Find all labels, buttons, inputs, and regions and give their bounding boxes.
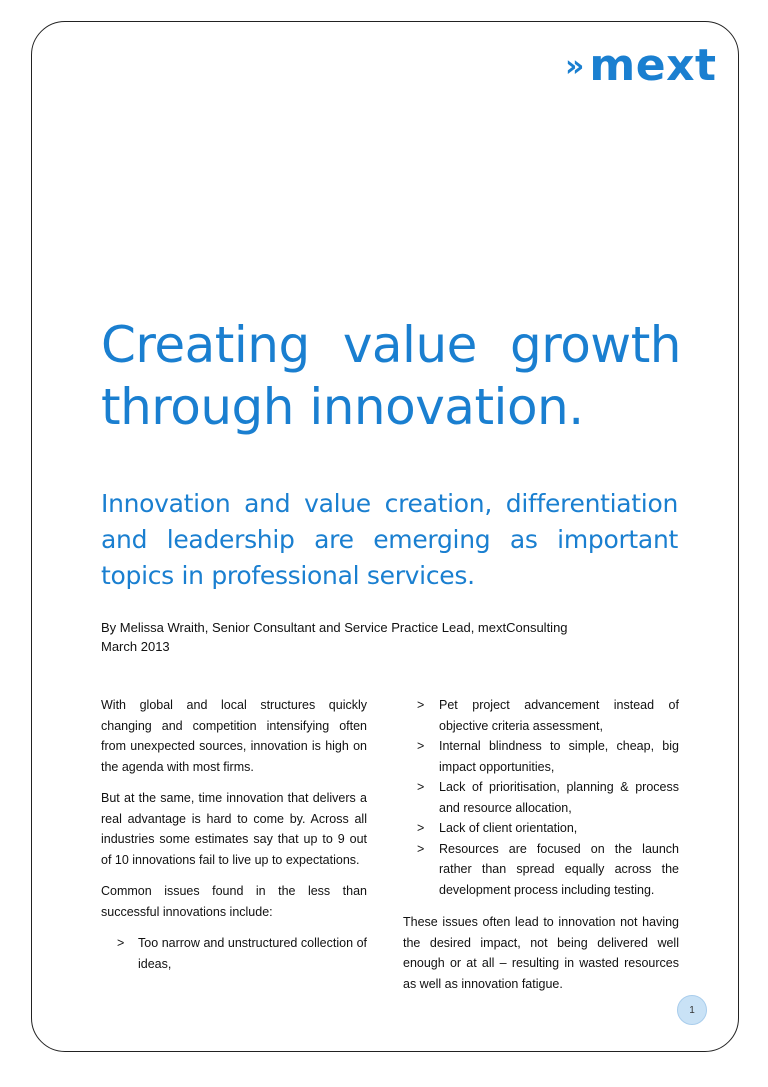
byline bbox=[101, 618, 681, 656]
paragraph: These issues often lead to innovation not having the desired impact, not being delivered well enough or at all – resulting in wasted resources as well as innovation fatigue. bbox=[403, 915, 679, 991]
document-subtitle: Innovation and value creation, differentiation and leadership are emerging as important topics in professional services. bbox=[101, 489, 678, 590]
list-item bbox=[403, 736, 679, 777]
mext-logo bbox=[565, 40, 717, 91]
brand-name: mext bbox=[589, 40, 717, 91]
chevron-right-icon: » bbox=[565, 48, 582, 84]
bullet-marker: > bbox=[417, 698, 425, 712]
list-item-text: Resources are focused on the launch rather than spread equally across the development process including testing. bbox=[439, 841, 679, 897]
list-item-text: Too narrow and unstructured collection of ideas, bbox=[138, 936, 367, 971]
list-item bbox=[403, 818, 679, 839]
paragraph: Common issues found in the less than successful innovations include: bbox=[101, 884, 367, 919]
list-item-text: Lack of client orientation, bbox=[439, 821, 578, 835]
page-number-badge bbox=[677, 995, 707, 1025]
byline-author: By Melissa Wraith, Senior Consultant and Service Practice Lead, mextConsulting bbox=[101, 620, 568, 635]
list-item bbox=[403, 695, 679, 736]
bullet-marker: > bbox=[417, 739, 425, 753]
right-column bbox=[403, 695, 679, 1005]
issues-list bbox=[101, 933, 367, 974]
document-title: Creating value growth through innovation. bbox=[101, 316, 681, 436]
bullet-marker: > bbox=[417, 841, 425, 856]
bullet-marker: > bbox=[417, 821, 425, 835]
paragraph: But at the same, time innovation that delivers a real advantage is hard to come by. Across all industries some estimates say that up to 9 out of 10 innovations fail to live up to expectations. bbox=[101, 791, 367, 867]
issues-list-continued bbox=[403, 695, 679, 900]
list-item bbox=[101, 933, 367, 974]
list-item-text: Pet project advancement instead of objective criteria assessment, bbox=[439, 698, 679, 733]
list-item bbox=[403, 777, 679, 818]
paragraph: With global and local structures quickly changing and competition intensifying often from unexpected sources, innovation is high on the agenda with most firms. bbox=[101, 698, 367, 774]
left-column bbox=[101, 695, 367, 986]
list-item bbox=[403, 839, 679, 901]
list-item-text: Lack of prioritisation, planning & process and resource allocation, bbox=[439, 780, 679, 815]
byline-date: March 2013 bbox=[101, 639, 170, 654]
list-item-text: Internal blindness to simple, cheap, big impact opportunities, bbox=[439, 739, 679, 774]
page-number: 1 bbox=[689, 1004, 695, 1016]
bullet-marker: > bbox=[117, 936, 125, 950]
bullet-marker: > bbox=[417, 780, 425, 794]
